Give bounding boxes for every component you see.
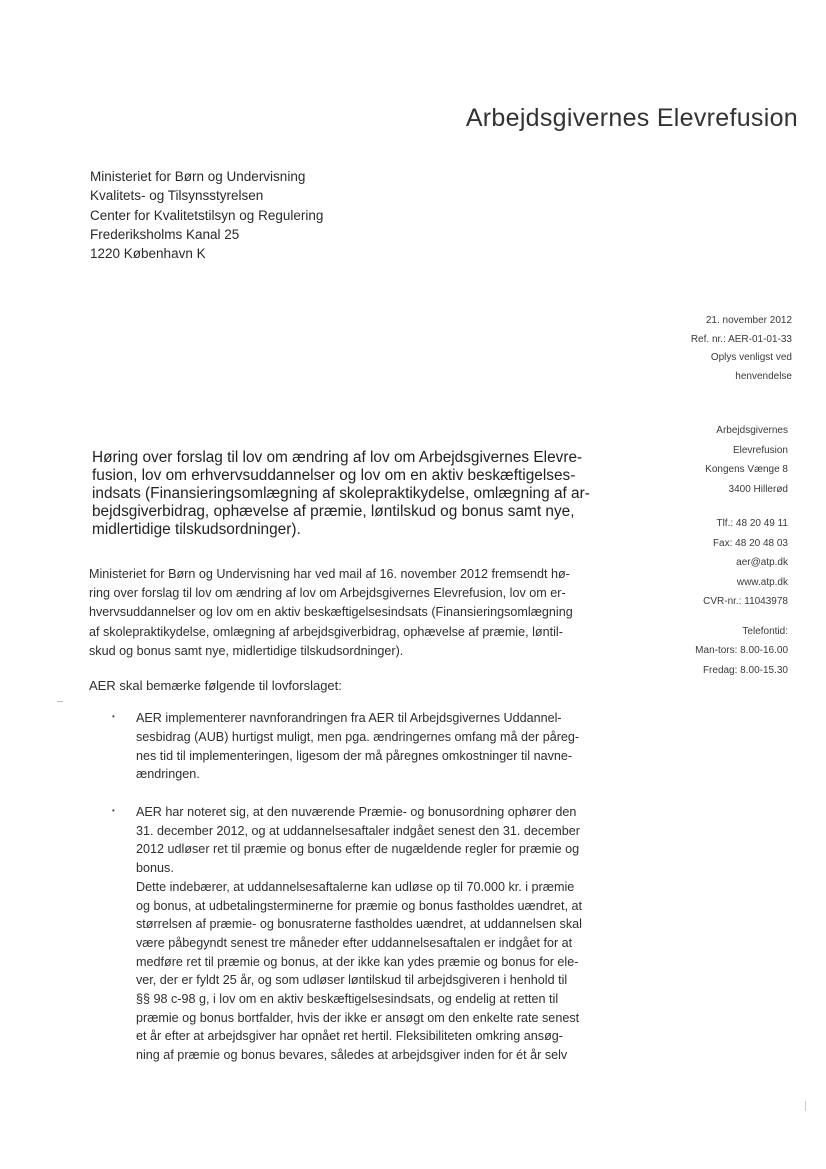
scan-mark <box>805 1101 806 1111</box>
bullet-line: AER har noteret sig, at den nuværende Præmie- og bonusordning ophører den <box>136 805 577 819</box>
subject-line: Høring over forslag til lov om ændring af lov om Arbejdsgivernes Elevre- <box>92 449 583 466</box>
sender-email: aer@atp.dk <box>736 557 788 568</box>
phone-hours-title: Telefontid: <box>742 625 788 637</box>
paragraph-line: ring over forslag til lov om ændring af lov om Arbejdsgivernes Elevrefusion, lov om er- <box>89 586 566 601</box>
paragraph-line: hvervsuddannelser og lov om en aktiv beskæftigelsesindsats (Finansieringsomlægning <box>89 605 573 620</box>
sender-fax: Fax: 48 20 48 03 <box>712 537 788 549</box>
brand-wordmark: Arbejdsgivernes Elevrefusion <box>465 104 798 132</box>
subject-line: midlertidige tilskudsordninger). <box>92 521 301 538</box>
scan-mark <box>57 701 63 702</box>
paragraph-line: Ministeriet for Børn og Undervisning har ved mail af 16. november 2012 fremsendt hø- <box>89 567 570 581</box>
bullet-line: §§ 98 c-98 g, i lov om en aktiv beskæftigelsesindsats, og endelig at retten til <box>136 992 559 1007</box>
bullet-line: ændringen. <box>136 767 200 782</box>
bullet-line: ning af præmie og bonus bevares, således at arbejdsgiver inden for ét år selv <box>136 1048 568 1063</box>
phone-hours-friday: Fredag: 8.00-15.30 <box>702 664 788 676</box>
bullet-line: ver, der er fyldt 25 år, og som udløser løntilskud til arbejdsgiveren i henhold til <box>136 973 568 988</box>
bullet-line: medføre ret til præmie og bonus, at der ikke kan ydes præmie og bonus for ele- <box>136 954 579 969</box>
sender-phone: Tlf.: 48 20 49 11 <box>716 518 788 529</box>
paragraph-line: af skolepraktikydelse, omlægning af arbejdsgiverbidrag, ophævelse af præmie, løntil- <box>89 624 563 639</box>
bullet-item-bonus <box>136 803 626 1065</box>
recipient-address <box>90 167 323 263</box>
bullet-line: nes tid til implementeringen, ligesom der må påregnes omkostninger til navne- <box>136 748 573 763</box>
paragraph-line: skud og bonus samt nye, midlertidige tilskudsordninger). <box>89 643 404 658</box>
bullet-icon: • <box>112 806 115 815</box>
bullet-line: 31. december 2012, og at uddannelsesaftaler indgået senest den 31. december <box>136 823 580 838</box>
lead-sentence: AER skal bemærke følgende til lovforslaget: <box>89 678 342 693</box>
bullet-line: sesbidrag (AUB) hurtigst muligt, men pga. ændringernes omfang må der påreg- <box>136 729 580 744</box>
letter-date: 21. november 2012 <box>705 315 792 326</box>
sender-cvr: CVR-nr.: 11043978 <box>703 596 788 607</box>
sender-city: 3400 Hillerød <box>728 483 788 495</box>
reference-number: Ref. nr.: AER-01-01-33 <box>690 333 792 345</box>
bullet-icon: • <box>112 712 115 721</box>
sender-contact-block <box>695 421 788 680</box>
recipient-line: 1220 København K <box>90 246 206 262</box>
bullet-line: Dette indebærer, at uddannelsesaftalerne kan udløse op til 70.000 kr. i præmie <box>136 879 575 894</box>
bullet-line: præmie og bonus bortfalder, hvis der ikke er ansøgt om den enkelte rate senest <box>136 1010 580 1025</box>
bullet-line: være påbegyndt senest tre måneder efter uddannelsesaftalen er indgået for at <box>136 935 573 950</box>
subject-line: indsats (Finansieringsomlægning af skolepraktikydelse, omlægning af ar- <box>92 485 590 502</box>
reference-note: Oplys venligst ved <box>710 352 792 363</box>
letter-meta <box>691 312 792 386</box>
bullet-item-rename <box>136 709 626 784</box>
recipient-line: Kvalitets- og Tilsynsstyrelsen <box>90 188 264 204</box>
bullet-line: størrelsen af præmie- og bonusraterne fastholdes uændret, at uddannelsen skal <box>136 917 582 932</box>
recipient-line: Center for Kvalitetstilsyn og Regulering <box>90 207 324 223</box>
bullet-line: bonus. <box>136 861 174 876</box>
recipient-line: Frederiksholms Kanal 25 <box>90 226 240 242</box>
bullet-line: AER implementerer navnforandringen fra AER til Arbejdsgivernes Uddannel- <box>136 711 562 725</box>
sender-name: Arbejdsgivernes <box>716 425 788 436</box>
reference-note: henvendelse <box>735 370 792 382</box>
subject-line: bejdsgiverbidrag, ophævelse af præmie, løntilskud og bonus samt nye, <box>92 503 575 520</box>
bullet-line: et år efter at arbejdsgiver har opnået ret hertil. Fleksibiliteten omkring ansøg- <box>136 1029 563 1044</box>
sender-name: Elevrefusion <box>732 444 788 456</box>
bullet-line: og bonus, at udbetalingsterminerne for præmie og bonus fastholdes uændret, at <box>136 898 582 913</box>
recipient-line: Ministeriet for Børn og Undervisning <box>90 169 306 184</box>
sender-street: Kongens Vænge 8 <box>705 464 788 475</box>
phone-hours-weekdays: Man-tors: 8.00-16.00 <box>695 645 788 656</box>
letter-subject <box>92 449 638 539</box>
bullet-line: 2012 udløser ret til præmie og bonus efter de nugældende regler for præmie og <box>136 842 580 857</box>
intro-paragraph <box>89 565 637 661</box>
sender-web: www.atp.dk <box>736 576 788 588</box>
subject-line: fusion, lov om erhvervsuddannelser og lov om en aktiv beskæftigelses- <box>92 467 576 484</box>
